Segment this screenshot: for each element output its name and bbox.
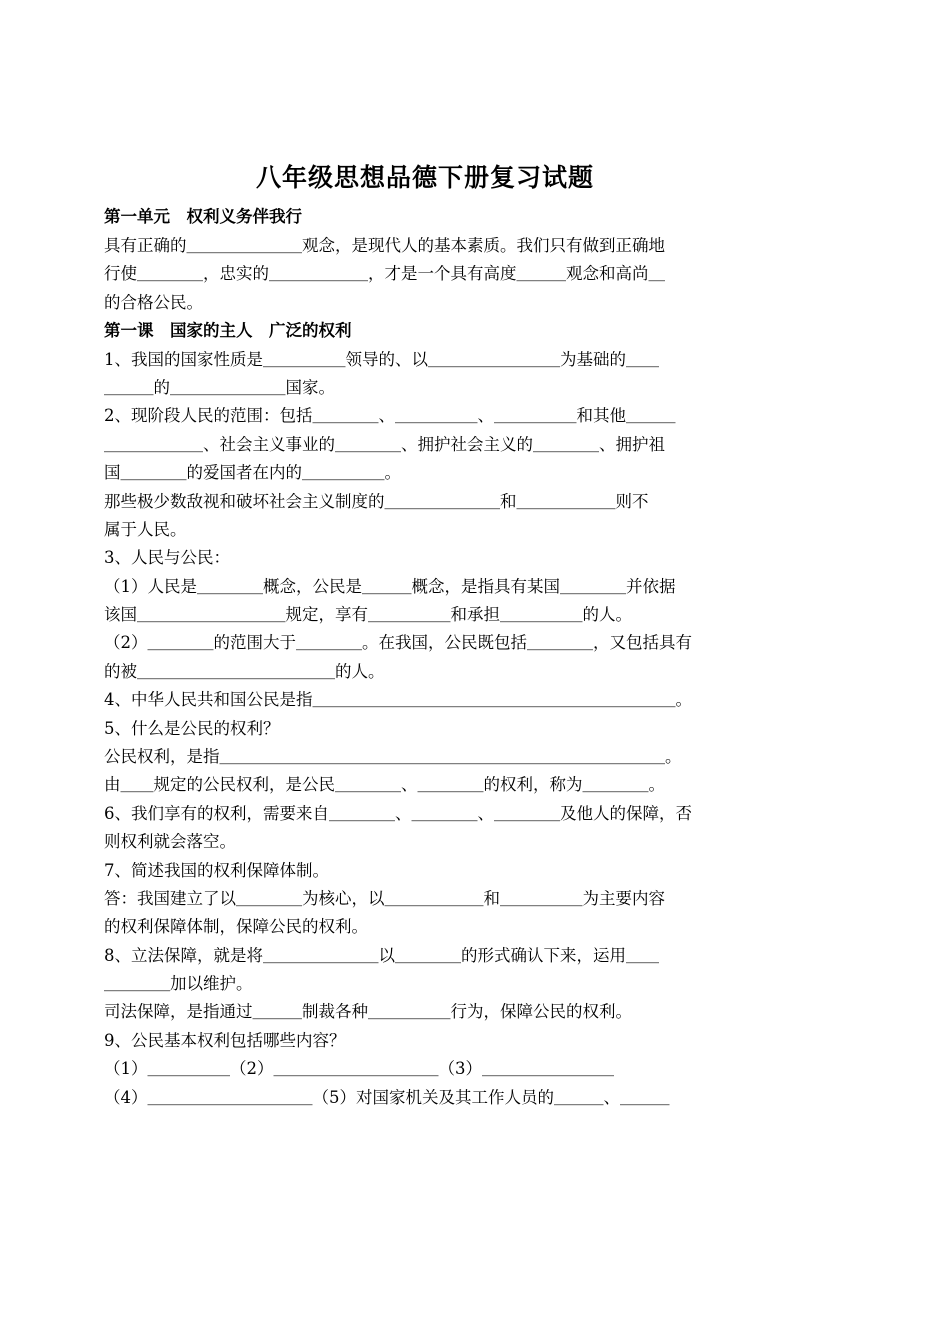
text-line: 具有正确的＿＿＿＿＿＿＿观念，是现代人的基本素质。我们只有做到正确地 (104, 236, 665, 255)
text-line: 公民权利，是指＿＿＿＿＿＿＿＿＿＿＿＿＿＿＿＿＿＿＿＿＿＿＿＿＿＿＿。 (104, 747, 682, 766)
text-line: 的权利保障体制，保障公民的权利。 (104, 917, 368, 936)
text-line: 行使＿＿＿＿，忠实的＿＿＿＿＿＿，才是一个具有高度＿＿＿观念和高尚＿ (104, 264, 665, 283)
question-line: 8、立法保障，就是将＿＿＿＿＿＿＿以＿＿＿＿的形式确认下来，运用＿＿ (104, 946, 659, 965)
document-title: 八年级思想品德下册复习试题 (255, 163, 594, 192)
text-line: 的合格公民。 (104, 293, 203, 312)
text-line: ＿＿＿＿＿＿、社会主义事业的＿＿＿＿、拥护社会主义的＿＿＿＿、拥护祖 (104, 435, 665, 454)
text-line: 司法保障，是指通过＿＿＿制裁各种＿＿＿＿＿行为，保障公民的权利。 (104, 1002, 632, 1021)
lesson-heading: 第一课 国家的主人 广泛的权利 (104, 321, 352, 340)
question-line: 7、简述我国的权利保障体制。 (104, 861, 329, 880)
question-line: 2、现阶段人民的范围：包括＿＿＿＿、＿＿＿＿＿、＿＿＿＿＿和其他＿＿＿ (104, 406, 676, 425)
text-line: 属于人民。 (104, 520, 187, 539)
text-line: 国＿＿＿＿的爱国者在内的＿＿＿＿＿。 (104, 463, 401, 482)
question-line: 5、什么是公民的权利？ (104, 719, 280, 738)
question-line: 9、公民基本权利包括哪些内容？ (104, 1031, 346, 1050)
text-line: 该国＿＿＿＿＿＿＿＿＿规定，享有＿＿＿＿＿和承担＿＿＿＿＿的人。 (104, 605, 632, 624)
text-line: ＿＿＿＿加以维护。 (104, 974, 253, 993)
text-line: （1）＿＿＿＿＿（2）＿＿＿＿＿＿＿＿＿＿（3）＿＿＿＿＿＿＿＿ (104, 1059, 614, 1078)
text-line: （1）人民是＿＿＿＿概念，公民是＿＿＿概念，是指具有某国＿＿＿＿并依据 (104, 577, 676, 596)
text-line: ＿＿＿的＿＿＿＿＿＿＿国家。 (104, 378, 335, 397)
question-line: 4、中华人民共和国公民是指＿＿＿＿＿＿＿＿＿＿＿＿＿＿＿＿＿＿＿＿＿＿。 (104, 690, 692, 709)
question-line: 3、人民与公民： (104, 548, 230, 567)
text-line: 由＿＿规定的公民权利，是公民＿＿＿＿、＿＿＿＿的权利，称为＿＿＿＿。 (104, 775, 665, 794)
text-line: （2）＿＿＿＿的范围大于＿＿＿＿。在我国，公民既包括＿＿＿＿，又包括具有 (104, 633, 692, 652)
question-line: 6、我们享有的权利，需要来自＿＿＿＿、＿＿＿＿、＿＿＿＿及他人的保障，否 (104, 804, 692, 823)
question-line: 1、我国的国家性质是＿＿＿＿＿领导的、以＿＿＿＿＿＿＿＿为基础的＿＿ (104, 350, 659, 369)
text-line: 的被＿＿＿＿＿＿＿＿＿＿＿＿的人。 (104, 662, 385, 681)
text-line: 则权利就会落空。 (104, 832, 236, 851)
text-line: 那些极少数敌视和破坏社会主义制度的＿＿＿＿＿＿＿和＿＿＿＿＿＿则不 (104, 492, 649, 511)
unit-heading: 第一单元 权利义务伴我行 (104, 207, 302, 226)
text-line: （4）＿＿＿＿＿＿＿＿＿＿（5）对国家机关及其工作人员的＿＿＿、＿＿＿ (104, 1088, 670, 1107)
text-line: 答：我国建立了以＿＿＿＿为核心，以＿＿＿＿＿＿和＿＿＿＿＿为主要内容 (104, 889, 665, 908)
